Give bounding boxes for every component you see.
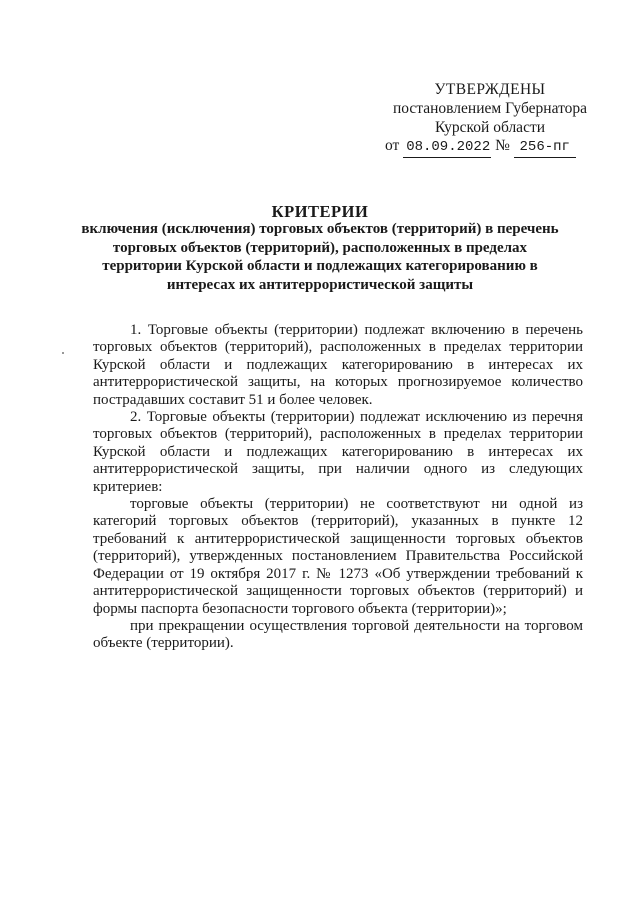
paragraph-criterion-termination: при прекращении осуществления торговой деятельности на торговом объекте (территории). (93, 617, 583, 652)
number-label: № (495, 137, 510, 154)
paragraph-criterion-category: торговые объекты (территории) не соответствуют ни одной из категорий торговых объектов (территорий), указанных в пункте 12 требований к антитеррористической защищенности торговых объектов (территорий), утвержденных постановлением Правительства Российской Федерации от 19 октября 2017 г. № 1273 «Об утверждении требований к антитеррористической защищенности торговых объектов (территорий) и формы паспорта безопасности торгового объекта (территории)»; (93, 496, 583, 617)
approved-heading: УТВЕРЖДЕНЫ (434, 81, 546, 98)
margin-mark (62, 352, 64, 354)
from-label: от (385, 137, 400, 154)
decree-date: 08.09.2022 (403, 138, 491, 158)
paragraph-exclusion: 2. Торговые объекты (территории) подлежат исключению из перечня торговых объектов (территорий), расположенных в пределах территории Курской области и подлежащих категорированию в интересах их антитеррористической защиты, при наличии одного из следующих критериев: (93, 409, 583, 495)
approval-stamp (385, 80, 595, 137)
document-body (93, 322, 583, 653)
decree-number: 256-пг (514, 138, 576, 158)
approval-line-region: Курской области (434, 119, 546, 136)
document-subtitle: включения (исключения) торговых объектов (территорий) в перечень торговых объектов (территорий), расположенных в пределах территории Курской области и подлежащих категорированию в интересах их антитеррористической защиты (81, 221, 559, 293)
paragraph-inclusion: 1. Торговые объекты (территории) подлежат включению в перечень торговых объектов (территорий), расположенных в пределах территории Курской области и подлежащих категорированию в интересах их антитеррористической защиты, на которых прогнозируемое количество пострадавших составит 51 и более человек. (93, 322, 583, 408)
document-title: КРИТЕРИИ (271, 202, 369, 221)
decree-reference (385, 136, 600, 158)
approval-line-decree: постановлением Губернатора (392, 100, 588, 117)
